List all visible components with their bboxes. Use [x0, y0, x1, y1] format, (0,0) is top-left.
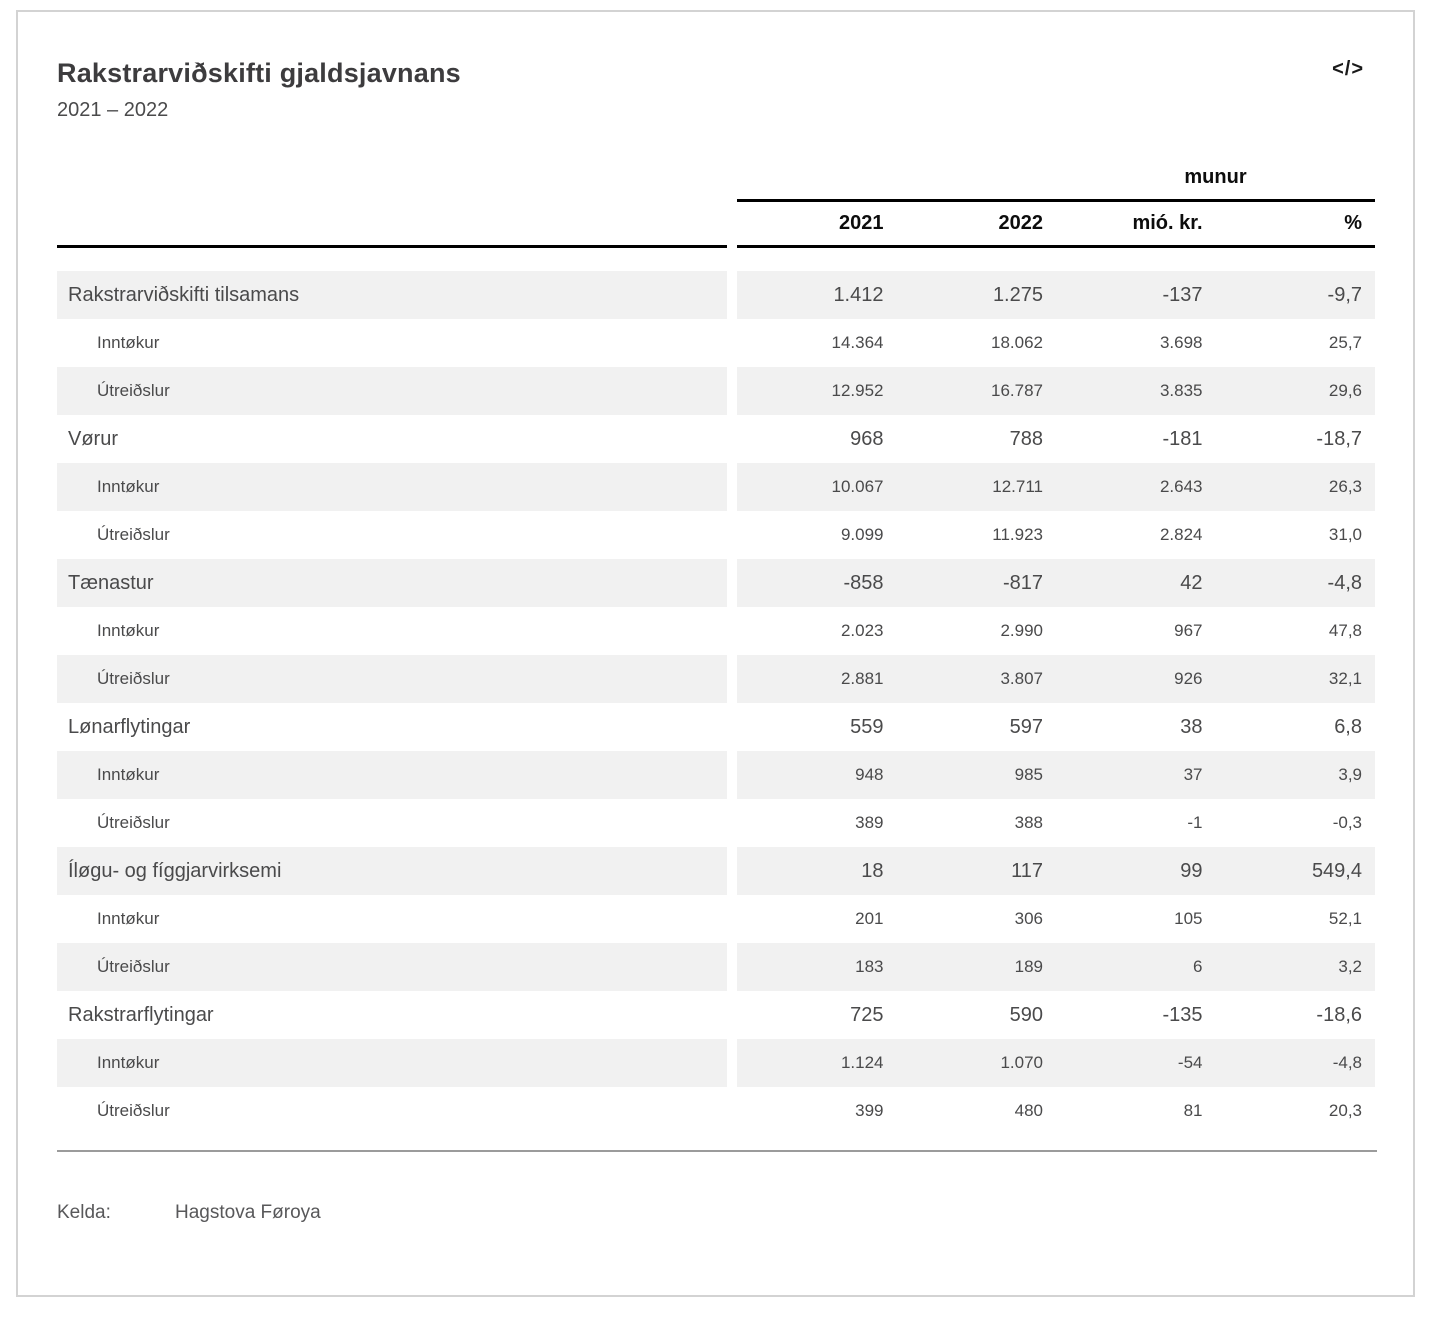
row-label: Vørur: [68, 427, 118, 450]
table-widget-card: [16, 10, 1415, 1297]
row-values: [737, 655, 1375, 703]
table-row: [57, 991, 1377, 1039]
value-cell: -137: [1162, 283, 1203, 306]
value-cell: 18: [861, 859, 884, 882]
table-body: [57, 271, 1377, 1135]
table-row: [57, 463, 1377, 511]
value-cell: 2.824: [1159, 525, 1203, 544]
value-cell: 926: [1174, 669, 1203, 688]
value-cell: 12.952: [831, 381, 884, 400]
value-cell: 948: [855, 765, 884, 784]
value-cell: 38: [1180, 715, 1203, 738]
value-cell: 2.990: [1000, 621, 1043, 640]
row-label: Lønarflytingar: [68, 715, 191, 738]
footer-divider: [57, 1150, 1377, 1152]
row-label: Inntøkur: [57, 1039, 727, 1087]
value-cell: 1.070: [1000, 1053, 1043, 1072]
value-cell: 788: [1009, 427, 1043, 450]
table-row: [57, 415, 1377, 463]
value-cell: 183: [855, 957, 884, 976]
value-cell: 105: [1174, 909, 1203, 928]
table-row: [57, 271, 1377, 319]
column-header-2021: 2021: [839, 212, 884, 234]
value-cell: 189: [1014, 957, 1043, 976]
value-cell: 42: [1180, 571, 1203, 594]
row-label: Íløgu- og fíggjarvirksemi: [57, 847, 727, 895]
row-values: [737, 799, 1375, 847]
page-title: Rakstrarviðskifti gjaldsjavnans: [57, 58, 461, 88]
row-values: [737, 991, 1375, 1039]
table-row: [57, 895, 1377, 943]
row-label: Rakstrarviðskifti tilsamans: [57, 271, 727, 319]
value-cell: 117: [1011, 859, 1043, 882]
embed-code-icon[interactable]: </>: [1332, 58, 1364, 80]
value-cell: 20,3: [1328, 1101, 1362, 1120]
value-cell: 37: [1183, 765, 1203, 784]
row-values: [737, 1087, 1375, 1135]
value-cell: 967: [1174, 621, 1203, 640]
value-cell: -1: [1187, 813, 1203, 832]
group-header-row: [737, 160, 1375, 202]
row-values: [737, 511, 1375, 559]
row-label: Útreiðslur: [97, 813, 170, 832]
value-cell: 590: [1009, 1003, 1043, 1026]
table-row: [57, 655, 1377, 703]
value-cell: -135: [1162, 1003, 1203, 1026]
value-cell: 389: [855, 813, 884, 832]
table-row: [57, 511, 1377, 559]
value-cell: 25,7: [1328, 333, 1362, 352]
value-cell: -181: [1162, 427, 1203, 450]
value-cell: -4,8: [1327, 571, 1362, 594]
table-header: [57, 160, 1377, 248]
row-label: Tænastur: [57, 559, 727, 607]
row-label: Inntøkur: [97, 621, 160, 640]
table-row: [57, 703, 1377, 751]
value-cell: 388: [1014, 813, 1043, 832]
value-cell: -4,8: [1332, 1053, 1362, 1072]
value-cell: -0,3: [1332, 813, 1362, 832]
value-cell: 725: [850, 1003, 884, 1026]
row-values: [737, 415, 1375, 463]
table-row: [57, 607, 1377, 655]
row-values: [737, 895, 1375, 943]
value-cell: 1.412: [833, 283, 884, 306]
row-label: Rakstrarflytingar: [68, 1003, 214, 1026]
row-values: [737, 751, 1375, 799]
value-cell: 26,3: [1328, 477, 1362, 496]
value-cell: 1.275: [992, 283, 1043, 306]
value-cell: 6: [1193, 957, 1203, 976]
value-cell: 3,9: [1338, 765, 1362, 784]
value-cell: 2.881: [840, 669, 884, 688]
column-header-pct: %: [1344, 212, 1362, 234]
value-cell: -817: [1002, 571, 1043, 594]
value-cell: 11.923: [992, 525, 1043, 544]
value-cell: 968: [850, 427, 884, 450]
row-values: [737, 559, 1375, 607]
table-row: [57, 943, 1377, 991]
row-label: Inntøkur: [97, 909, 160, 928]
header-values: [737, 160, 1375, 248]
row-values: [737, 703, 1375, 751]
value-cell: 12.711: [992, 477, 1043, 496]
row-values: [737, 463, 1375, 511]
value-cell: 3,2: [1338, 957, 1362, 976]
value-cell: 52,1: [1328, 909, 1362, 928]
table-row: [57, 1039, 1377, 1087]
value-cell: -18,6: [1316, 1003, 1362, 1026]
value-cell: 81: [1183, 1101, 1203, 1120]
value-cell: 399: [855, 1101, 884, 1120]
value-cell: 559: [850, 715, 884, 738]
row-label: Útreiðslur: [57, 367, 727, 415]
value-cell: 32,1: [1328, 669, 1362, 688]
value-cell: 29,6: [1328, 381, 1362, 400]
header-label-spacer: [57, 160, 727, 248]
value-cell: 2.023: [840, 621, 884, 640]
value-cell: 549,4: [1311, 859, 1362, 882]
column-header-2022: 2022: [998, 212, 1043, 234]
value-cell: 597: [1009, 715, 1043, 738]
table-row: [57, 367, 1377, 415]
value-cell: 47,8: [1328, 621, 1362, 640]
table-row: [57, 559, 1377, 607]
row-values: [737, 847, 1375, 895]
row-label: Inntøkur: [97, 333, 160, 352]
row-label: Inntøkur: [57, 463, 727, 511]
source-row: [57, 1200, 1377, 1226]
value-cell: 9.099: [840, 525, 884, 544]
row-values: [737, 943, 1375, 991]
row-label: Útreiðslur: [57, 943, 727, 991]
value-cell: 306: [1014, 909, 1043, 928]
table-row: [57, 751, 1377, 799]
source-label: Kelda:: [57, 1202, 111, 1223]
value-cell: -9,7: [1327, 283, 1362, 306]
value-cell: 2.643: [1159, 477, 1203, 496]
value-cell: 3.807: [1000, 669, 1043, 688]
value-cell: 480: [1014, 1101, 1043, 1120]
column-header-row: [737, 202, 1375, 248]
value-cell: 18.062: [991, 333, 1043, 352]
row-label: Útreiðslur: [57, 655, 727, 703]
value-cell: -858: [843, 571, 884, 594]
value-cell: -54: [1177, 1053, 1203, 1072]
table-row: [57, 799, 1377, 847]
value-cell: -18,7: [1316, 427, 1362, 450]
row-values: [737, 319, 1375, 367]
value-cell: 16.787: [991, 381, 1043, 400]
row-values: [737, 1039, 1375, 1087]
table-row: [57, 319, 1377, 367]
group-header-munur: munur: [1184, 166, 1247, 188]
row-values: [737, 367, 1375, 415]
row-values: [737, 607, 1375, 655]
value-cell: 1.124: [840, 1053, 884, 1072]
column-header-miokr: mió. kr.: [1132, 212, 1203, 234]
table-row: [57, 847, 1377, 895]
row-label: Útreiðslur: [97, 1101, 170, 1120]
table-row: [57, 1087, 1377, 1135]
value-cell: 3.835: [1159, 381, 1203, 400]
value-cell: 201: [855, 909, 884, 928]
value-cell: 99: [1180, 859, 1203, 882]
source-value: Hagstova Føroya: [175, 1202, 321, 1223]
row-label: Inntøkur: [57, 751, 727, 799]
page-subtitle: 2021 – 2022: [57, 99, 169, 121]
value-cell: 985: [1014, 765, 1043, 784]
value-cell: 31,0: [1328, 525, 1362, 544]
value-cell: 10.067: [831, 477, 884, 496]
row-label: Útreiðslur: [97, 525, 170, 544]
value-cell: 3.698: [1159, 333, 1203, 352]
row-values: [737, 271, 1375, 319]
value-cell: 6,8: [1334, 715, 1362, 738]
value-cell: 14.364: [831, 333, 884, 352]
